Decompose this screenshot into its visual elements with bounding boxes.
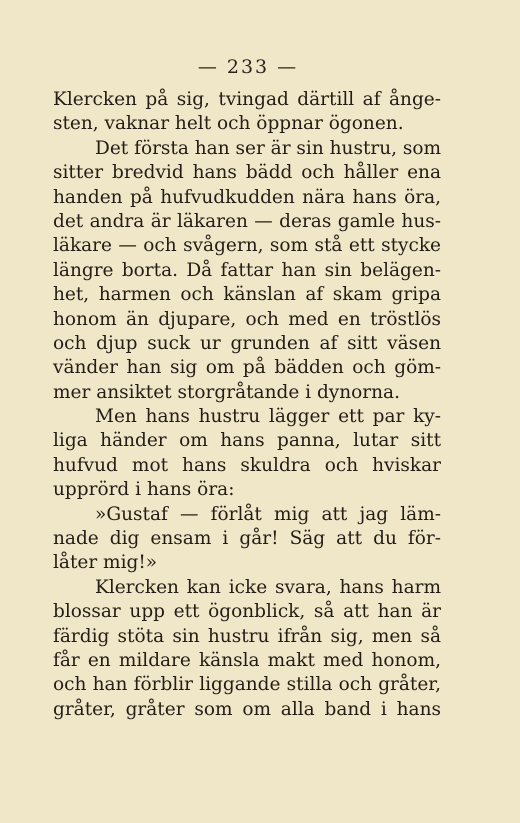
text-line: »Gustaf — förlåt mig att jag läm-: [95, 503, 441, 525]
text-line: Klercken kan icke svara, hans harm: [95, 576, 441, 598]
page-number: — 233 —: [197, 56, 299, 78]
text-line: läkare — och svågern, som stå ett stycke: [53, 235, 441, 257]
text-line: låter mig!»: [53, 552, 158, 574]
text-line: gråter, gråter som om alla band i hans: [53, 698, 441, 720]
text-line: upprörd i hans öra:: [53, 479, 235, 501]
text-line: Klercken på sig, tvingad därtill af ånge-: [53, 89, 441, 110]
text-line: längre borta. Då fattar han sin belägen-: [53, 259, 441, 281]
text-line: het, harmen och känslan af skam gripa: [53, 284, 441, 306]
text-line: honom än djupare, och med en tröstlös: [53, 308, 441, 330]
text-line: färdig stöta sin hustru ifrån sig, men så: [53, 625, 441, 647]
body-text: [53, 88, 441, 722]
text-line: liga händer om hans panna, lutar sitt: [53, 430, 441, 452]
text-line: sten, vaknar helt och öppnar ögonen.: [53, 113, 404, 135]
text-line: sitter bredvid hans bädd och håller ena: [53, 162, 441, 184]
text-line: vänder han sig om på bädden och göm-: [53, 357, 441, 379]
text-line: och djup suck ur grunden af sitt väsen: [53, 332, 441, 354]
text-line: får en mildare känsla makt med honom,: [53, 649, 441, 671]
text-line: det andra är läkaren — deras gamle hus-: [53, 210, 441, 232]
text-line: hufvud mot hans skuldra och hviskar: [53, 454, 441, 476]
text-line: mer ansiktet storgråtande i dynorna.: [53, 381, 400, 403]
text-line: Det första han ser är sin hustru, som: [95, 137, 442, 159]
text-line: och han förblir liggande stilla och gråter,: [53, 674, 441, 696]
text-line: blossar upp ett ögonblick, så att han är: [53, 601, 441, 623]
text-line: nade dig ensam i går! Säg att du för-: [53, 528, 441, 550]
text-line: Men hans hustru lägger ett par ky-: [95, 406, 441, 428]
text-line: handen på hufvudkudden nära hans öra,: [53, 186, 441, 208]
